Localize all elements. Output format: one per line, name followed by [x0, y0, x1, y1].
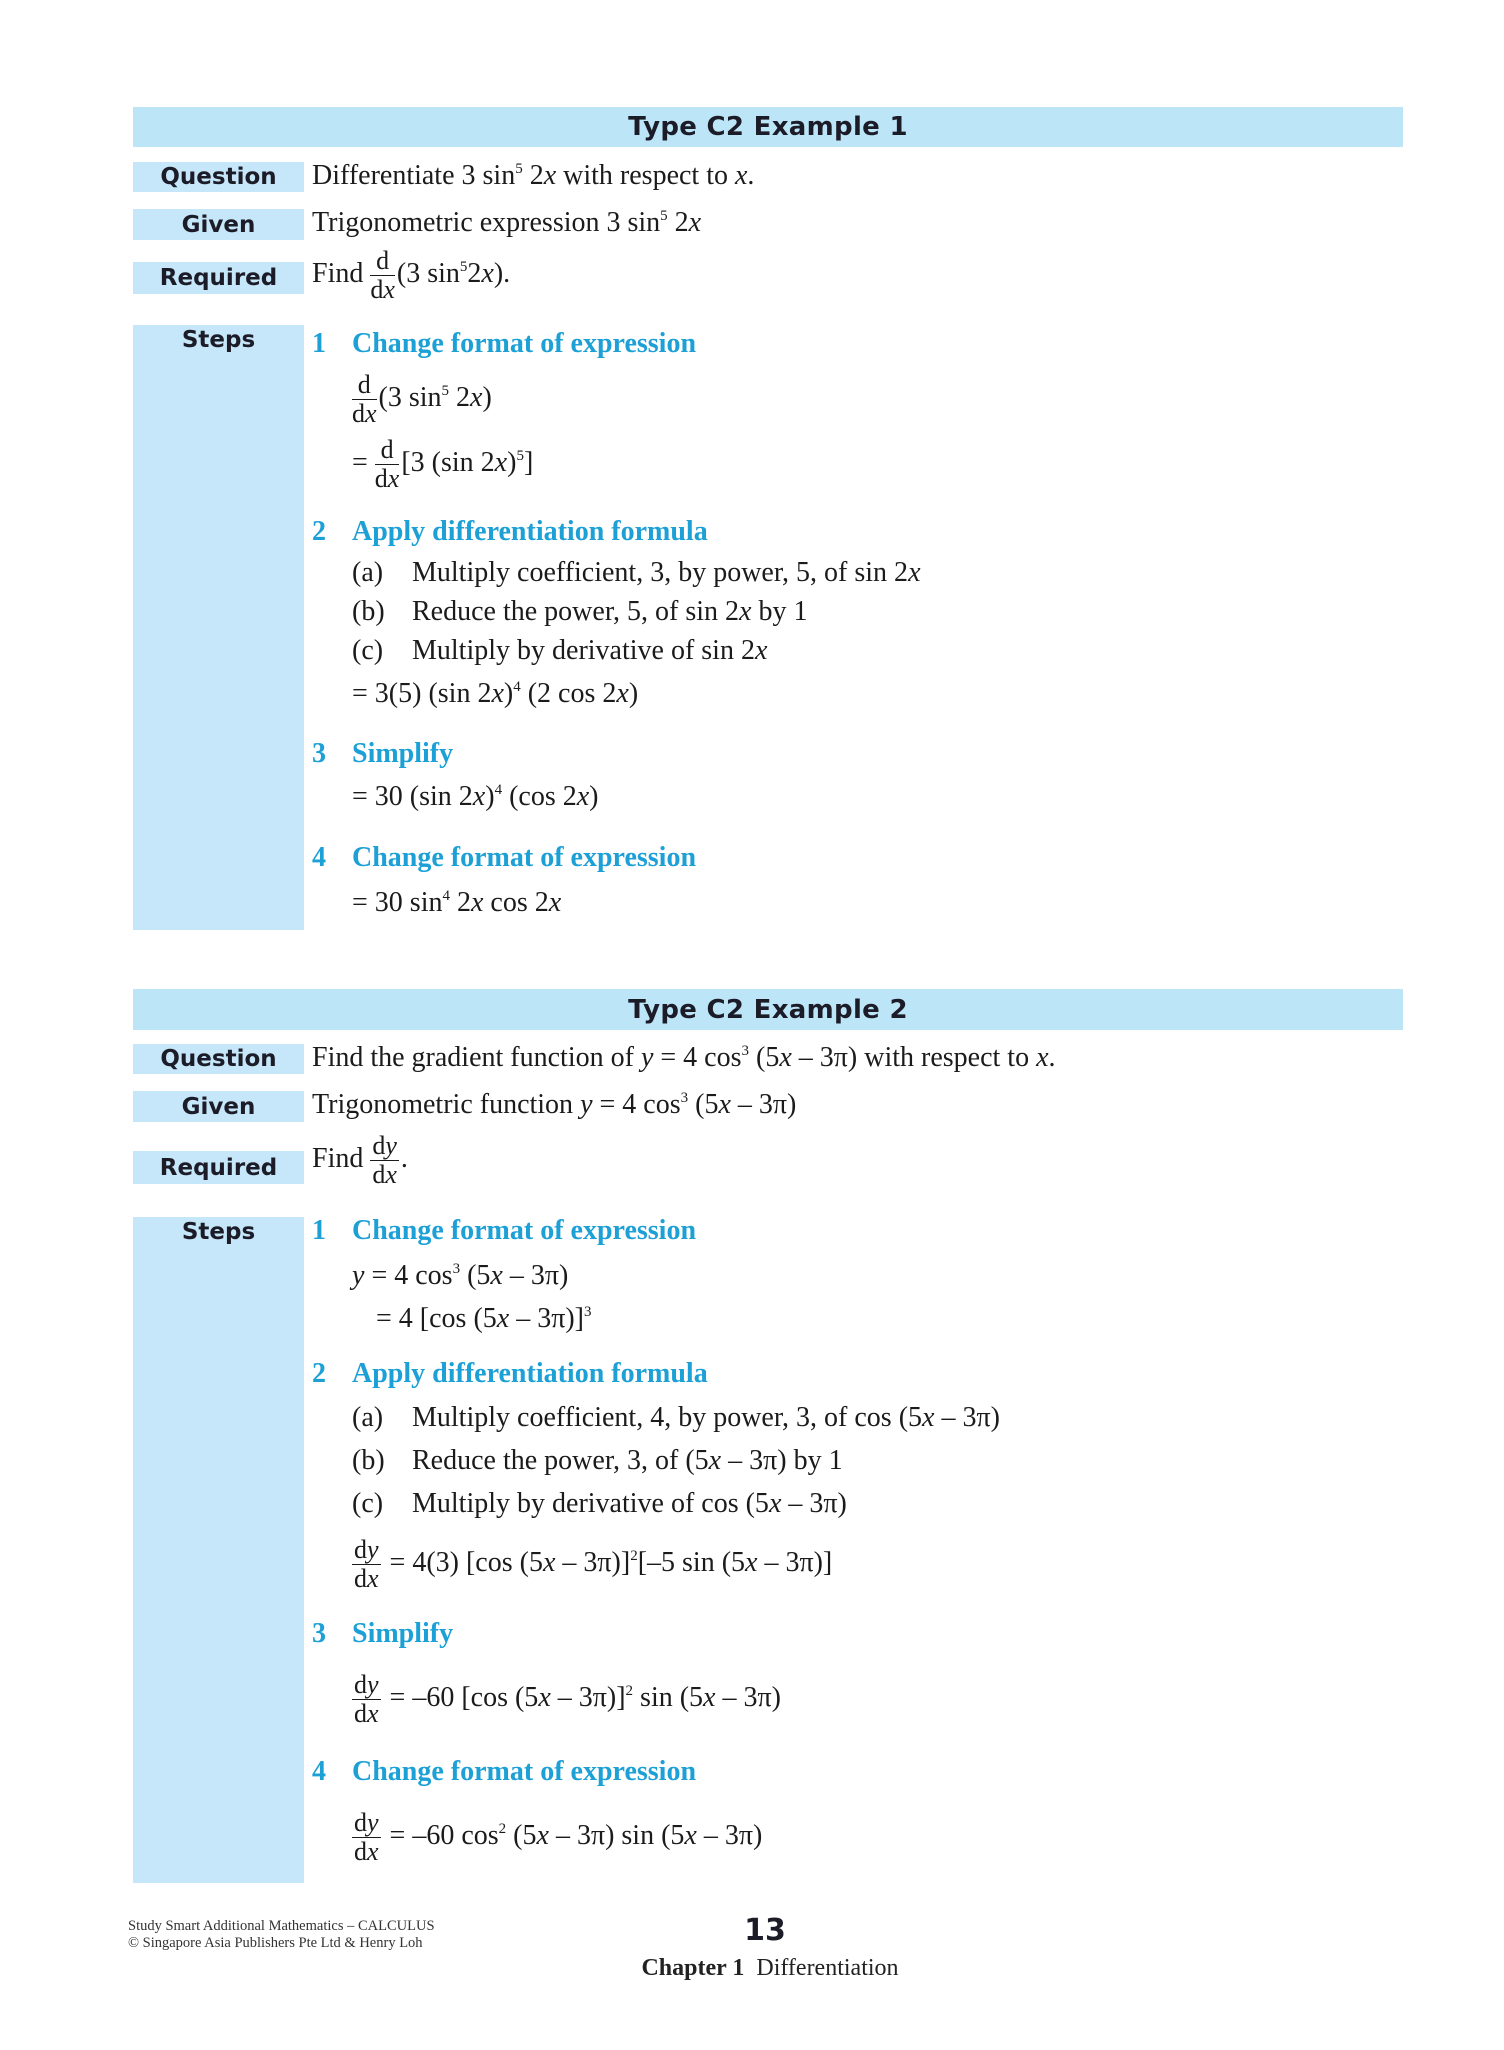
required-label: Required	[133, 1151, 304, 1184]
step-4-result: = 30 $\sin^4 2x$ cos 2x	[352, 887, 562, 918]
step-4-result: $\frac{dy}{dx}$ = –60 $\cos^2 (5x - 3\pi)$ sin (5x – 3π)	[354, 1808, 763, 1866]
step-1-heading: 1 Change format of expression	[312, 328, 697, 359]
example-1-title: Type C2 Example 1	[133, 107, 1403, 147]
step-2-sub-c: (c) Multiply by derivative of sin 2x	[352, 635, 768, 666]
step-2-sub-b: (b) Reduce the power, 3, of (5x – 3π) by 1	[352, 1445, 843, 1476]
step-3-heading: 3 Simplify	[312, 738, 454, 769]
book-title: Study Smart Additional Mathematics – CALCULUS	[128, 1918, 435, 1934]
step-3-result: $\frac{dy}{dx}$ = –60 [cos (5x – 3π)]$^2$ sin (5x – 3π)	[354, 1670, 781, 1728]
step-4-heading: 4 Change format of expression	[312, 842, 697, 873]
step-2-heading: 2 Apply differentiation formula	[312, 516, 708, 547]
step-1-line-2: = $\frac{d}{dx}$ [3 (sin 2x)$^5$]	[352, 435, 534, 493]
chapter-caption: Chapter 1 Differentiation	[641, 1955, 899, 1981]
derivative-fraction: $\frac{d}{dx}$	[370, 246, 395, 304]
question-label: Question	[133, 162, 304, 192]
question-text: Differentiate 3 $\sin^5 2x$ with respect to x.	[312, 160, 755, 191]
step-2-sub-c: (c) Multiply by derivative of cos (5x – 3π)	[352, 1488, 847, 1519]
step-4-heading: 4 Change format of expression	[312, 1756, 697, 1787]
given-label: Given	[133, 1091, 304, 1122]
steps-label: Steps	[133, 1217, 304, 1883]
step-2-sub-a: (a) Multiply coefficient, 4, by power, 3, of cos (5x – 3π)	[352, 1402, 1000, 1433]
given-label: Given	[133, 209, 304, 240]
step-1-line-1: $\frac{d}{dx}$ (3 $\sin^5 2x$)	[352, 370, 492, 428]
question-label: Question	[133, 1044, 304, 1074]
step-3-result: = 30 (sin 2x)$^4$ (cos 2x)	[352, 781, 599, 812]
required-text: Find $\frac{d}{dx}$ (3 $\sin^52x$).	[312, 246, 511, 304]
given-text: Trigonometric function y = 4 $\cos^3 (5x - 3\pi)$	[312, 1089, 797, 1120]
given-text: Trigonometric expression 3 $\sin^5 2x$	[312, 207, 702, 238]
step-2-result: $\frac{dy}{dx}$ = 4(3) [cos (5x – 3π)]$^2$[–5 sin (5x – 3π)]	[354, 1535, 833, 1593]
required-label: Required	[133, 262, 304, 294]
page-number: 13	[744, 1913, 786, 1948]
step-2-heading: 2 Apply differentiation formula	[312, 1358, 708, 1389]
copyright: © Singapore Asia Publishers Pte Ltd & Henry Loh	[128, 1935, 423, 1951]
question-text: Find the gradient function of y = 4 $\cos^3 (5x - 3\pi)$ with respect to x.	[312, 1042, 1056, 1073]
step-1-heading: 1 Change format of expression	[312, 1215, 697, 1246]
step-2-sub-a: (a) Multiply coefficient, 3, by power, 5, of sin 2x	[352, 557, 921, 588]
required-text: Find $\frac{dy}{dx}$ .	[312, 1131, 408, 1189]
footer-credits	[128, 1918, 435, 1952]
example-2-title: Type C2 Example 2	[133, 989, 1403, 1030]
steps-label: Steps	[133, 325, 304, 930]
step-1-line-2: = 4 [cos (5x – 3π)]$^3$	[376, 1303, 592, 1334]
step-1-line-1: y = 4 $\cos^3 (5x - 3\pi)$	[352, 1260, 569, 1291]
step-2-sub-b: (b) Reduce the power, 5, of sin 2x by 1	[352, 596, 808, 627]
step-3-heading: 3 Simplify	[312, 1618, 454, 1649]
step-2-result: = 3(5) (sin 2x)$^4$ (2 cos 2x)	[352, 678, 639, 709]
